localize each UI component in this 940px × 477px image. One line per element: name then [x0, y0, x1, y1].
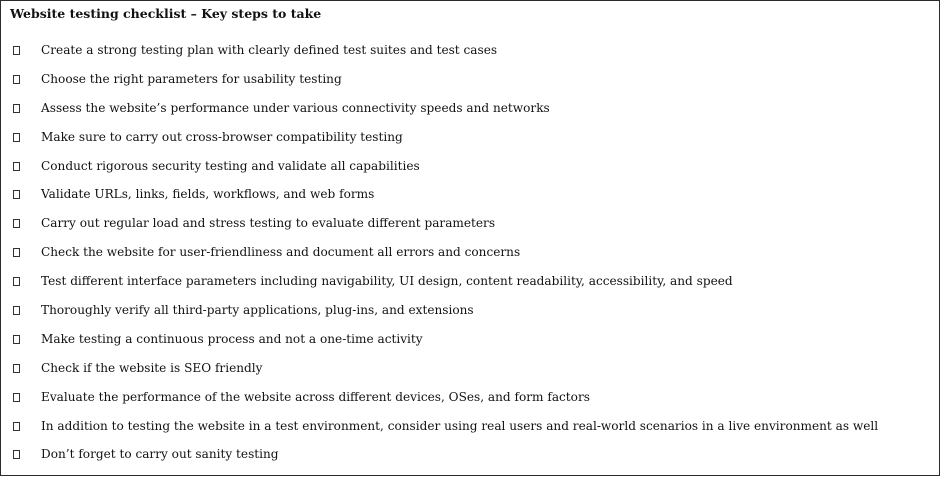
checkbox[interactable]	[13, 104, 20, 113]
checklist-item-label: Don’t forget to carry out sanity testing	[41, 447, 279, 462]
checkbox[interactable]	[13, 162, 20, 171]
checkbox[interactable]	[13, 219, 20, 228]
checklist-item-label: In addition to testing the website in a test environment, consider using real users and real-world scenarios in a live environment as well	[41, 418, 879, 433]
checklist-item-label: Thoroughly verify all third-party applications, plug-ins, and extensions	[41, 303, 474, 318]
checkbox[interactable]	[13, 422, 20, 431]
checkbox[interactable]	[13, 75, 20, 84]
checklist-item-label: Validate URLs, links, fields, workflows, and web forms	[41, 187, 375, 202]
checklist-item-label: Check if the website is SEO friendly	[41, 360, 263, 375]
checklist-item-label: Carry out regular load and stress testing to evaluate different parameters	[41, 216, 496, 231]
checkbox[interactable]	[13, 335, 20, 344]
checklist-item-label: Make sure to carry out cross-browser compatibility testing	[41, 129, 403, 144]
checkbox[interactable]	[13, 248, 20, 257]
checkbox[interactable]	[13, 277, 20, 286]
checklist-item-label: Make testing a continuous process and not a one-time activity	[41, 331, 423, 346]
checkbox[interactable]	[13, 450, 20, 459]
checklist-title: Website testing checklist – Key steps to take	[10, 6, 322, 21]
checklist-item-label: Choose the right parameters for usability testing	[41, 71, 342, 86]
checklist-item-label: Evaluate the performance of the website across different devices, OSes, and form factors	[41, 389, 590, 404]
checkbox[interactable]	[13, 133, 20, 142]
checkbox[interactable]	[13, 364, 20, 373]
checkbox[interactable]	[13, 393, 20, 402]
checklist-item-label: Test different interface parameters including navigability, UI design, content readability, accessibility, and speed	[41, 274, 733, 289]
checkbox[interactable]	[13, 46, 20, 55]
checklist-item-label: Assess the website’s performance under various connectivity speeds and networks	[41, 100, 550, 115]
checklist-item-label: Create a strong testing plan with clearly defined test suites and test cases	[41, 43, 498, 57]
checklist-item-label: Check the website for user-friendliness and document all errors and concerns	[41, 245, 521, 260]
checkbox[interactable]	[13, 306, 20, 315]
checkbox[interactable]	[13, 190, 20, 199]
checklist-item-label: Conduct rigorous security testing and validate all capabilities	[41, 158, 420, 173]
